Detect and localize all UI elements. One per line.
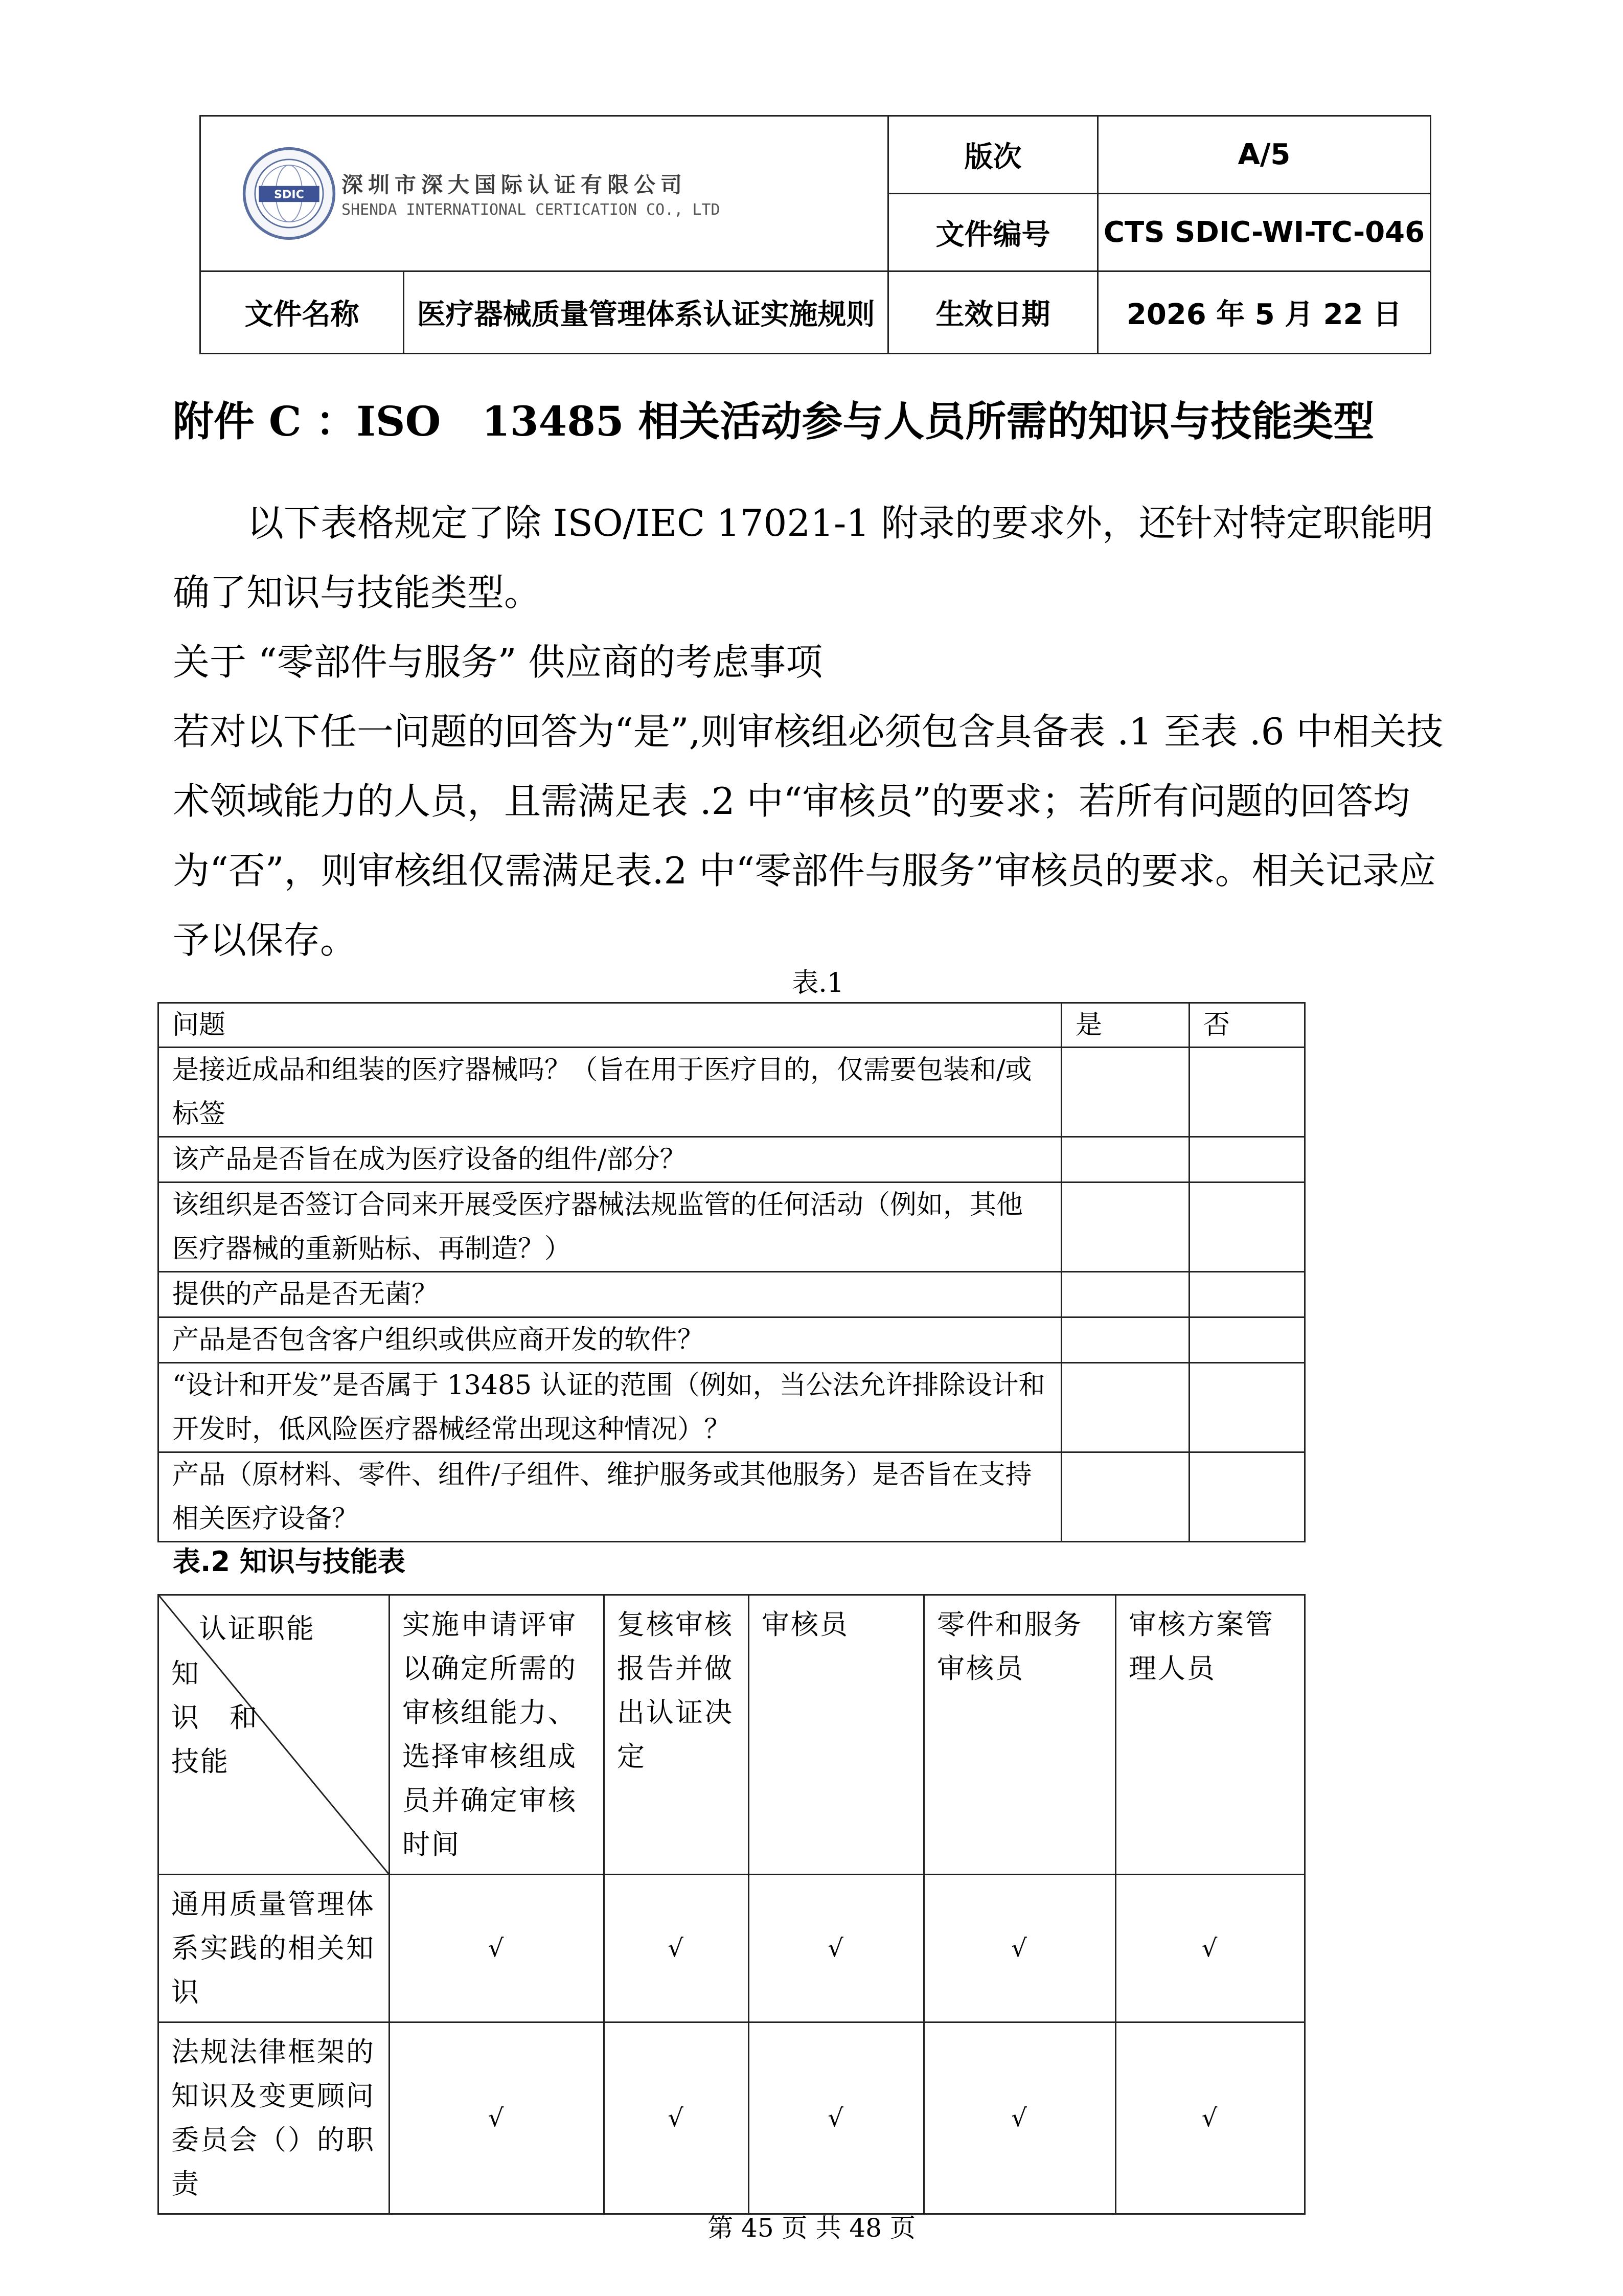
- corner-bottom-label: 知: [171, 1657, 200, 1690]
- row-label: 法规法律框架的知识及变更顾问委员会（）的职责: [158, 2022, 390, 2214]
- yes-cell[interactable]: [1062, 1048, 1190, 1137]
- question-text: 该组织是否签订合同来开展受医疗器械法规监管的任何活动（例如，其他医疗器械的重新贴标、再制造？）: [158, 1183, 1062, 1272]
- yes-cell[interactable]: [1062, 1452, 1190, 1542]
- column-header: 审核方案管理人员: [1116, 1595, 1305, 1875]
- check-mark: √: [390, 2022, 604, 2214]
- table-row: [158, 1272, 1305, 1317]
- question-text: 提供的产品是否无菌？: [158, 1272, 1062, 1317]
- version-label: 版次: [888, 116, 1098, 194]
- yes-cell[interactable]: [1062, 1272, 1190, 1317]
- column-header: 复核审核报告并做出认证决定: [604, 1595, 749, 1875]
- question-text: 该产品是否旨在成为医疗设备的组件/部分？: [158, 1137, 1062, 1183]
- column-header: 审核员: [749, 1595, 924, 1875]
- yes-cell[interactable]: [1062, 1137, 1190, 1183]
- company-name-cn: 深圳市深大国际认证有限公司: [341, 172, 688, 197]
- yes-cell[interactable]: [1062, 1183, 1190, 1272]
- document-header: [199, 115, 1431, 354]
- instruction-paragraph: 若对以下任一问题的回答为“是”,则审核组必须包含具备表 .1 至表 .6 中相关技术领域能力的人员，且需满足表 .2 中“审核员”的要求；若所有问题的回答均为“否”，则审核组仅需满足表.2 中“零部件与服务”审核员的要求。相关记录应予以保存。: [173, 710, 1444, 962]
- check-mark: √: [604, 2022, 749, 2214]
- corner-top-label: 认证职能: [199, 1612, 315, 1645]
- table1-caption: 表.1: [792, 968, 844, 998]
- row-label: 通用质量管理体系实践的相关知识: [158, 1875, 390, 2022]
- no-cell[interactable]: [1190, 1183, 1305, 1272]
- column-header: 零件和服务审核员: [924, 1595, 1116, 1875]
- no-cell[interactable]: [1190, 1048, 1305, 1137]
- company-seal-icon: [242, 146, 336, 241]
- header-no: 否: [1190, 1003, 1305, 1048]
- table-row: [158, 1137, 1305, 1183]
- table-row: [158, 2022, 1305, 2214]
- corner-header-cell: [158, 1595, 390, 1875]
- header-question: 问题: [158, 1003, 1062, 1048]
- check-mark: √: [1116, 2022, 1305, 2214]
- column-header: 实施申请评审以确定所需的审核组能力、选择审核组成员并确定审核时间: [390, 1595, 604, 1875]
- table-header-row: [158, 1595, 1305, 1875]
- table-header-row: [158, 1003, 1305, 1048]
- corner-bottom-label: 技能: [171, 1745, 230, 1778]
- knowledge-skills-table: [157, 1594, 1306, 2215]
- section-subheading: 关于 “零部件与服务” 供应商的考虑事项: [173, 641, 823, 684]
- header-yes: 是: [1062, 1003, 1190, 1048]
- questions-table: [157, 1002, 1306, 1542]
- table-row: [158, 1452, 1305, 1542]
- check-mark: √: [924, 2022, 1116, 2214]
- doc-number-value: CTS SDIC-WI-TC-046: [1098, 194, 1431, 271]
- page-footer: 第 45 页 共 48 页: [707, 2213, 916, 2243]
- page-title: 附件 C ：ISO 13485 相关活动参与人员所需的知识与技能类型: [173, 397, 1375, 445]
- check-mark: √: [390, 1875, 604, 2022]
- svg-text:SDIC: SDIC: [274, 188, 304, 201]
- company-name-en: SHENDA INTERNATIONAL CERTICATION CO., LTD: [341, 201, 720, 219]
- table2-caption: 表.2 知识与技能表: [173, 1545, 405, 1578]
- doc-name-value: 医疗器械质量管理体系认证实施规则: [404, 271, 888, 354]
- table-row: [158, 1317, 1305, 1363]
- corner-bottom-label: 识 和: [171, 1701, 259, 1734]
- intro-paragraph: 以下表格规定了除 ISO/IEC 17021-1 附录的要求外，还针对特定职能明确了知识与技能类型。: [173, 502, 1433, 614]
- no-cell[interactable]: [1190, 1363, 1305, 1452]
- check-mark: √: [1116, 1875, 1305, 2022]
- table-row: [158, 1875, 1305, 2022]
- check-mark: √: [604, 1875, 749, 2022]
- effective-date-value: 2026 年 5 月 22 日: [1098, 271, 1431, 354]
- yes-cell[interactable]: [1062, 1317, 1190, 1363]
- table-row: [158, 1048, 1305, 1137]
- check-mark: √: [749, 2022, 924, 2214]
- yes-cell[interactable]: [1062, 1363, 1190, 1452]
- check-mark: √: [749, 1875, 924, 2022]
- company-logo-block: [200, 116, 888, 271]
- question-text: 是接近成品和组装的医疗器械吗？（旨在用于医疗目的，仅需要包装和/或标签: [158, 1048, 1062, 1137]
- no-cell[interactable]: [1190, 1452, 1305, 1542]
- effective-date-label: 生效日期: [888, 271, 1098, 354]
- check-mark: √: [924, 1875, 1116, 2022]
- question-text: 产品（原材料、零件、组件/子组件、维护服务或其他服务）是否旨在支持相关医疗设备？: [158, 1452, 1062, 1542]
- no-cell[interactable]: [1190, 1317, 1305, 1363]
- no-cell[interactable]: [1190, 1137, 1305, 1183]
- no-cell[interactable]: [1190, 1272, 1305, 1317]
- question-text: “设计和开发”是否属于 13485 认证的范围（例如，当公法允许排除设计和开发时，低风险医疗器械经常出现这种情况）？: [158, 1363, 1062, 1452]
- table-row: [158, 1183, 1305, 1272]
- doc-name-label: 文件名称: [200, 271, 404, 354]
- doc-number-label: 文件编号: [888, 194, 1098, 271]
- question-text: 产品是否包含客户组织或供应商开发的软件？: [158, 1317, 1062, 1363]
- version-value: A/5: [1098, 116, 1431, 194]
- table-row: [158, 1363, 1305, 1452]
